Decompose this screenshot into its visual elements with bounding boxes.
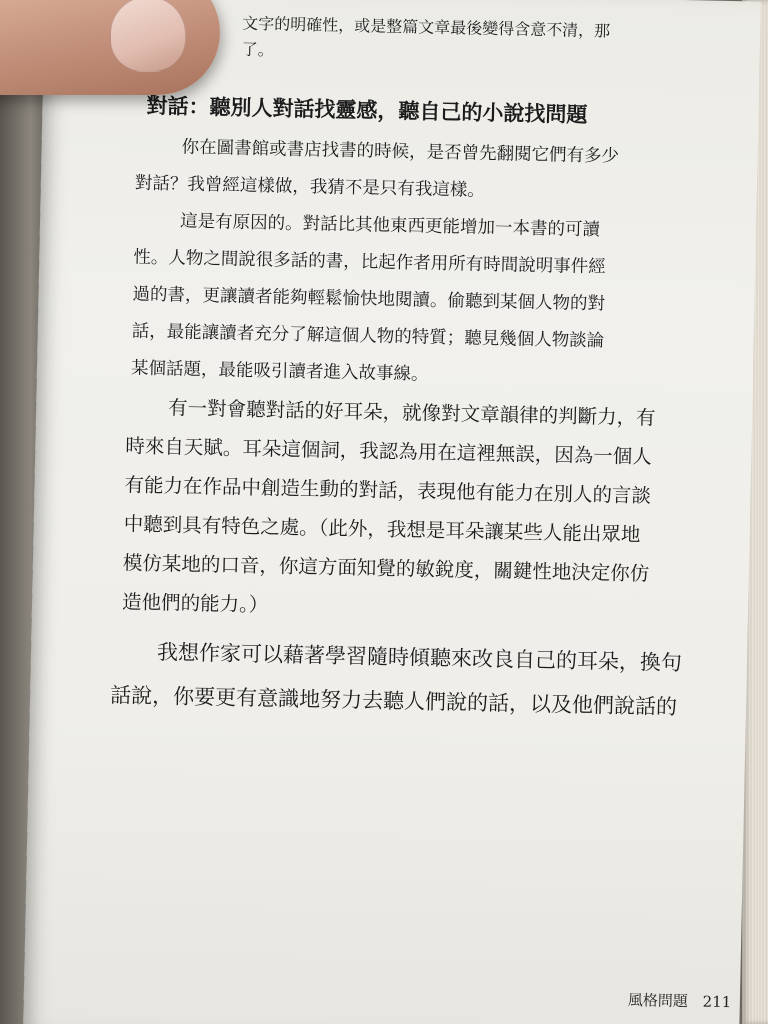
page-footer <box>628 989 732 1012</box>
text-line: 模仿某地的口音，你這方面知覺的敏銳度，關鍵性地決定你仿 <box>122 551 650 586</box>
text-line: 性。人物之間說很多話的書，比起作者用所有時間說明事件經 <box>133 247 606 278</box>
text-line: 有能力在作品中創造生動的對話，表現他有能力在別人的言談 <box>124 473 652 508</box>
running-footer-title: 風格問題 <box>627 991 689 1011</box>
text-line: 話說，你要更有意識地努力去聽人們說的話，以及他們說話的 <box>109 683 678 720</box>
text-line: 過的書，更讓讀者能夠輕鬆愉快地閱讀。偷聽到某個人物的對 <box>132 284 606 315</box>
text-line: 對話？我曾經這樣做，我猜不是只有我這樣。 <box>134 173 485 201</box>
text-line: 這是有原因的。對話比其他東西更能增加一本書的可讀 <box>179 211 601 241</box>
thumbnail-nail <box>110 0 186 72</box>
paragraph-1 <box>85 128 740 401</box>
text-line: 話，最能讓讀者充分了解這個人物的特質；聽見幾個人物談論 <box>131 321 605 352</box>
text-line: 我想作家可以藉著學習隨時傾聽來改良自己的耳朵，換句 <box>156 640 683 676</box>
paragraph-3 <box>78 628 730 730</box>
book-page <box>23 0 761 1024</box>
text-line: 時來自天賦。耳朵這個詞，我認為用在這裡無誤，因為一個人 <box>125 434 653 469</box>
text-line: 中聽到具有特色之處。（此外，我想是耳朵讓某些人能出眾地 <box>123 512 641 547</box>
text-line: 造他們的能力。） <box>121 590 269 617</box>
previous-text-line-2: 了。 <box>241 39 274 60</box>
text-line: 某個話題，最能吸引讀者進入故事線。 <box>130 358 429 385</box>
thumb <box>0 0 220 95</box>
section-heading: 對話：聽別人對話找靈感，聽自己的小說找問題 <box>146 93 588 128</box>
text-line: 有一對會聽對話的好耳朵，就像對文章韻律的判斷力，有 <box>167 396 656 430</box>
text-line: 你在圖書館或書店找書的時候，是否曾先翻閱它們有多少 <box>181 137 620 167</box>
previous-text-line-1: 文字的明確性，或是整篇文章最後變得含意不清，那 <box>242 13 611 41</box>
paragraph-2 <box>80 387 735 635</box>
page-text <box>78 8 743 730</box>
page-number: 211 <box>702 992 732 1012</box>
